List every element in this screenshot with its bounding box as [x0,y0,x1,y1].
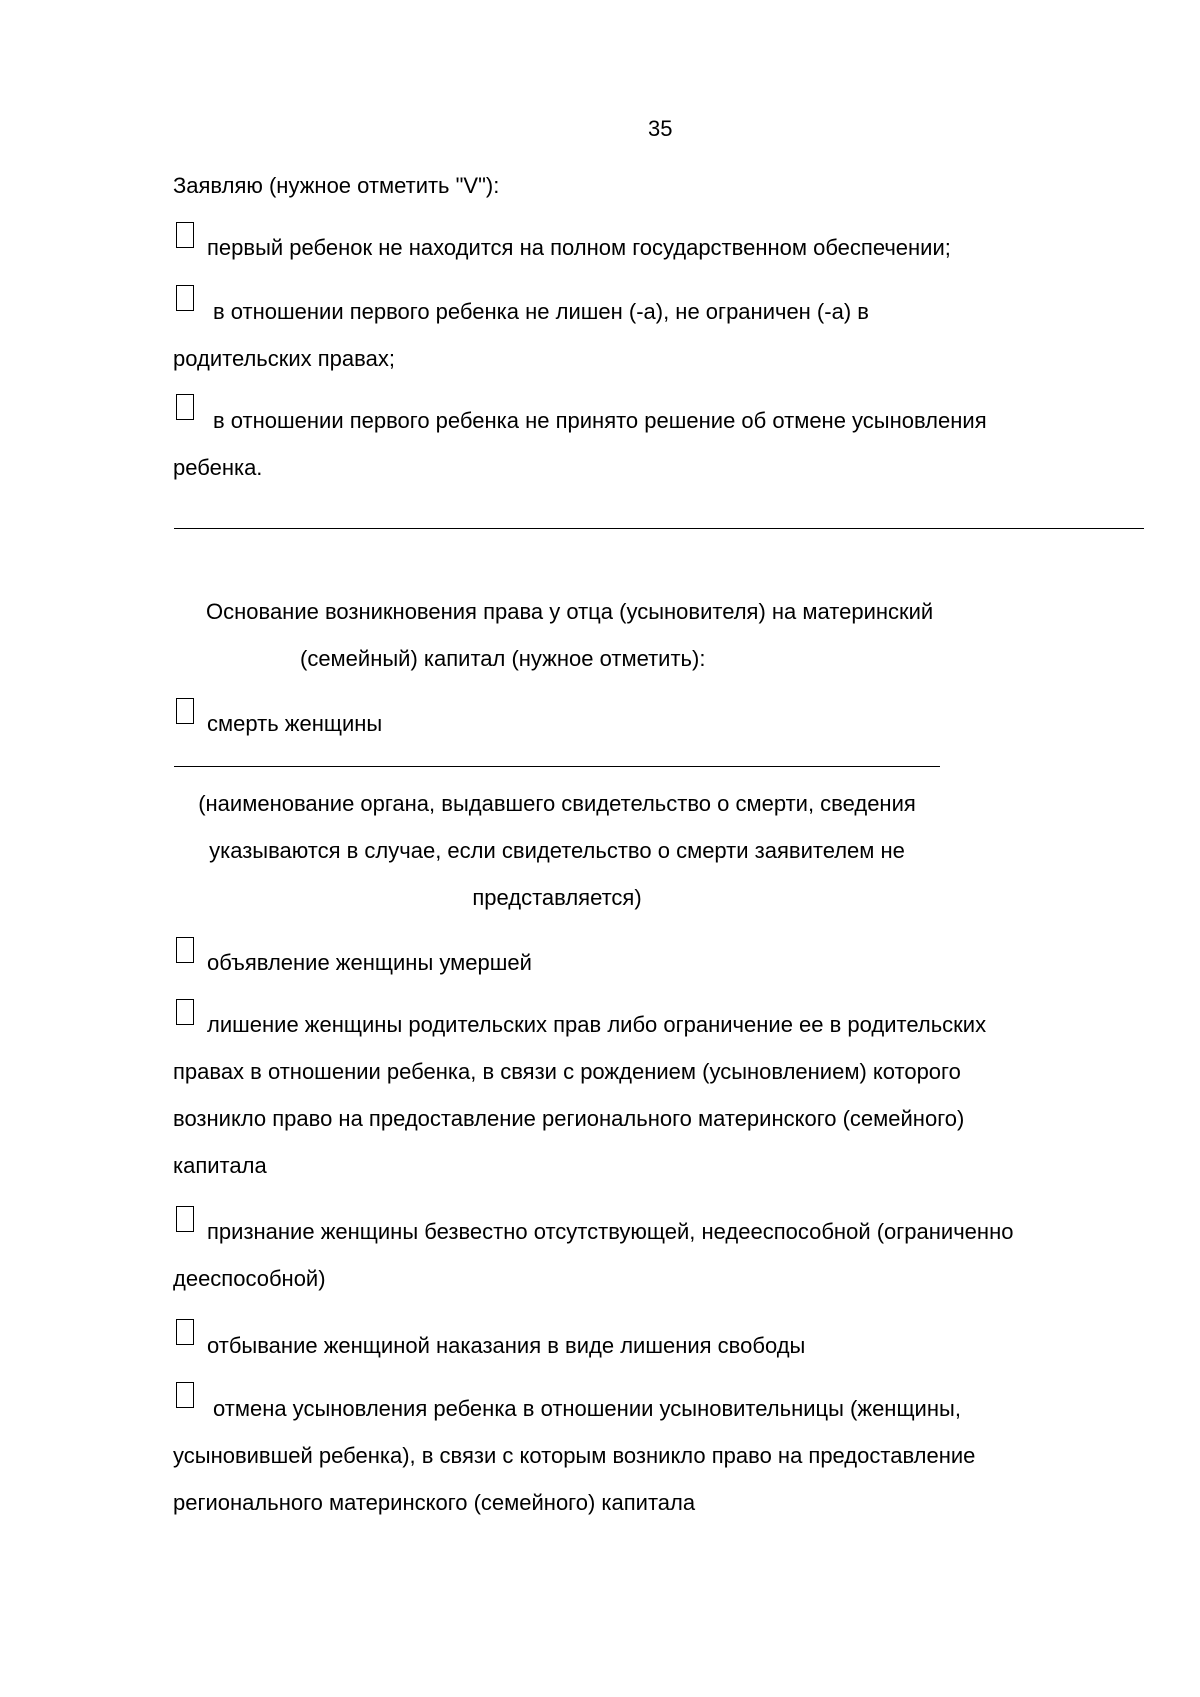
basis-item-adoption-line-3: регионального материнского (семейного) капитала [173,1490,696,1515]
basis-item-declared-dead-text: объявление женщины умершей [207,950,532,975]
basis-item-adoption-line-2: усыновившей ребенка), в связи с которым возникло право на предоставление [173,1443,976,1468]
death-note-line-3: представляется) [472,885,642,910]
basis-item-deprivation-line-3: возникло право на предоставление регионального материнского (семейного) [173,1106,965,1131]
page-number: 35 [648,116,673,141]
basis-item-deprivation-line-1: лишение женщины родительских прав либо ограничение ее в родительских [207,1012,987,1037]
declaration-item-1-text: первый ребенок не находится на полном государственном обеспечении; [207,235,951,260]
basis-item-deprivation-line-4: капитала [173,1153,267,1178]
basis-item-adoption-line-1: отмена усыновления ребенка в отношении усыновительницы (женщины, [213,1396,961,1421]
checkbox-no-adoption-cancellation[interactable] [176,394,194,420]
basis-death-item-text: смерть женщины [207,711,383,736]
declaration-item-2-line-2: родительских правах; [173,346,395,371]
basis-heading-line-1: Основание возникновения права у отца (усыновителя) на материнский [206,599,934,624]
declaration-item-2-line-1: в отношении первого ребенка не лишен (-а), не ограничен (-а) в [213,299,869,324]
basis-item-missing-line-2: дееспособной) [173,1266,326,1291]
checkbox-declared-dead[interactable] [176,937,194,963]
checkbox-missing-or-incapacitated[interactable] [176,1206,194,1232]
checkbox-imprisonment[interactable] [176,1319,194,1345]
declaration-item-3-line-2: ребенка. [173,455,263,480]
authority-name-fill-line[interactable] [174,766,940,767]
checkbox-death-of-woman[interactable] [176,698,194,724]
declaration-heading: Заявляю (нужное отметить "V"): [173,173,500,198]
checkbox-first-child-not-on-state-support[interactable] [176,222,194,248]
basis-item-deprivation-line-2: правах в отношении ребенка, в связи с рождением (усыновлением) которого [173,1059,961,1084]
basis-item-imprisonment-text: отбывание женщиной наказания в виде лишения свободы [207,1333,806,1358]
checkbox-not-deprived-rights[interactable] [176,285,194,311]
basis-item-missing-line-1: признание женщины безвестно отсутствующей, недееспособной (ограниченно [207,1219,1014,1244]
death-note-line-2: указываются в случае, если свидетельство о смерти заявителем не [209,838,905,863]
checkbox-adoption-cancellation[interactable] [176,1382,194,1408]
declaration-item-3-line-1: в отношении первого ребенка не принято решение об отмене усыновления [213,408,987,433]
separator-line [174,528,1144,529]
death-note-line-1: (наименование органа, выдавшего свидетельство о смерти, сведения [198,791,916,816]
basis-heading-line-2: (семейный) капитал (нужное отметить): [300,646,706,671]
checkbox-deprivation-of-parental-rights[interactable] [176,999,194,1025]
